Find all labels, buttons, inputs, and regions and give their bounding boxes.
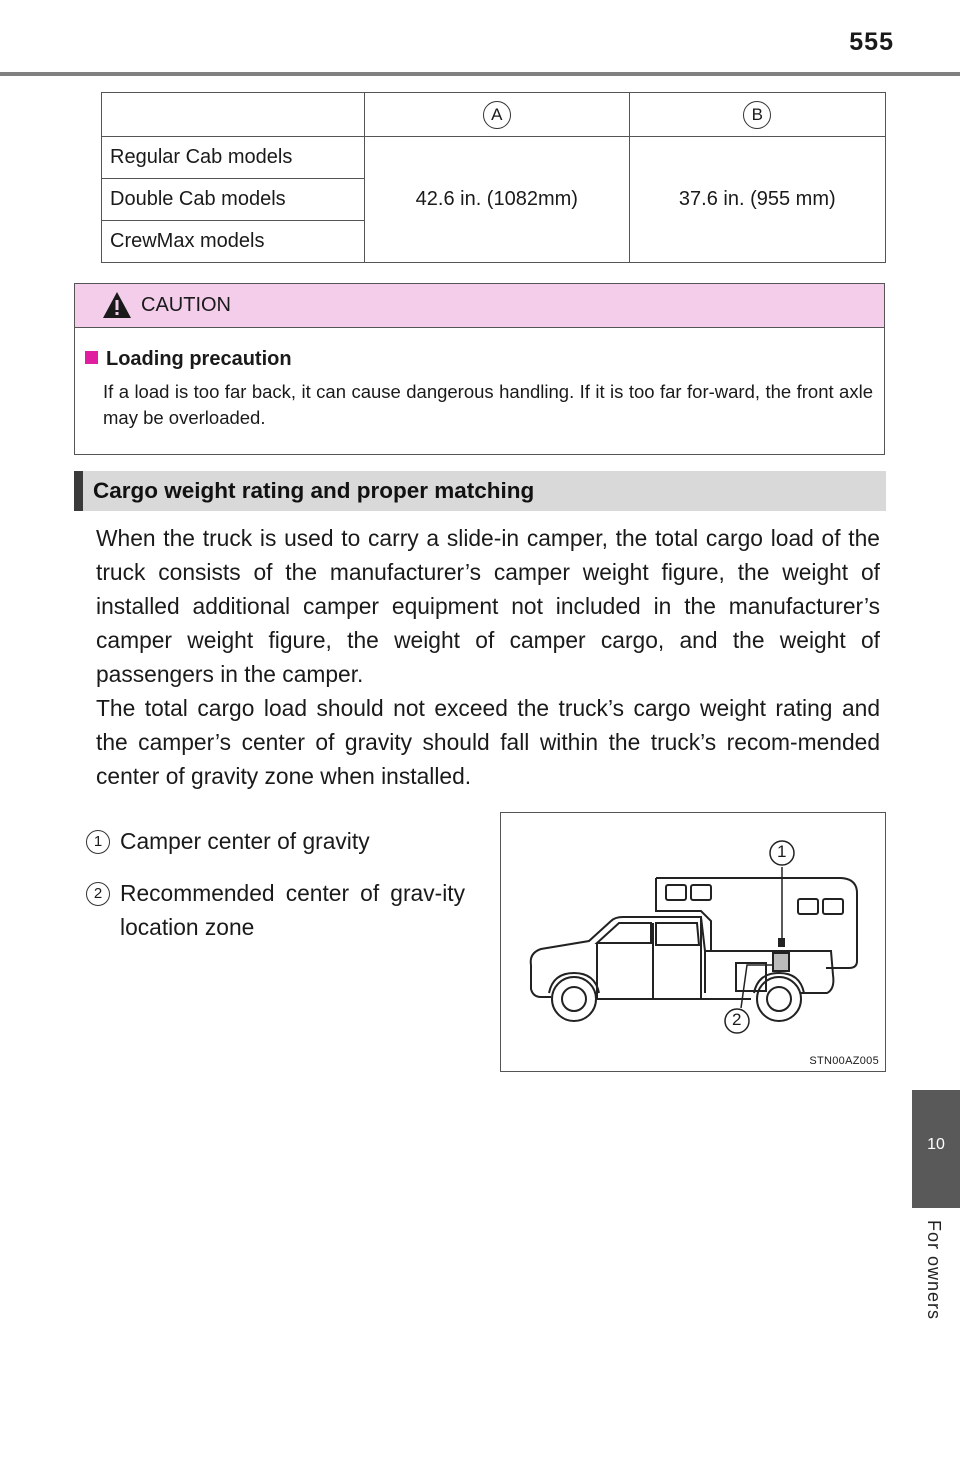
value-b-cell: 37.6 in. (955 mm) (629, 137, 885, 263)
table-header-a (365, 93, 630, 137)
caution-header (75, 284, 884, 328)
callout-1-label: 1 (777, 842, 787, 861)
model-cell: Double Cab models (102, 179, 365, 221)
callout-2-label: 2 (732, 1010, 742, 1029)
warning-triangle-icon (102, 291, 132, 319)
legend-item (86, 876, 466, 944)
table-header-blank (102, 93, 365, 137)
model-cell: CrewMax models (102, 221, 365, 263)
table-header-b (629, 93, 885, 137)
callout-number-icon: 2 (86, 882, 110, 906)
body-paragraph: The total cargo load should not exceed the truck’s cargo weight rating and the camper’s center of gravity should fall within the truck’s recom-mended center of gravity zone when installed. (96, 695, 880, 789)
dimension-table (101, 92, 886, 263)
chapter-label (911, 1220, 959, 1340)
page-number: 555 (849, 28, 894, 56)
column-a-label: A (483, 101, 511, 129)
model-cell: Regular Cab models (102, 137, 365, 179)
section-heading (74, 471, 886, 511)
legend-text: Camper center of gravity (120, 828, 370, 854)
table-row (102, 137, 886, 179)
caution-subheading-text: Loading precaution (106, 348, 292, 370)
caution-label: CAUTION (141, 294, 231, 316)
figure-code: STN00AZ005 (809, 1055, 879, 1067)
chapter-number: 10 (927, 1136, 945, 1153)
caution-box (74, 283, 885, 455)
body-paragraph: When the truck is used to carry a slide-in camper, the total cargo load of the truck consists of the manufacturer’s camper weight figure, the weight of installed additional camper equipment not included in the manufacturer’s camper weight figure, the weight of camper cargo, and the weight of passengers in the camper. (96, 525, 880, 687)
caution-subheading (85, 348, 292, 371)
table-header-row (102, 93, 886, 137)
callout-number-icon: 1 (86, 830, 110, 854)
header-rule (0, 72, 960, 76)
caution-text: If a load is too far back, it can cause dangerous handling. If it is too far for-ward, the front axle may be overloaded. (103, 381, 873, 428)
value-a-cell: 42.6 in. (1082mm) (365, 137, 630, 263)
square-bullet-icon (85, 351, 98, 364)
section-title: Cargo weight rating and proper matching (93, 478, 535, 503)
chapter-tab (912, 1090, 960, 1208)
camper-truck-figure (500, 812, 886, 1072)
legend-item (86, 824, 466, 858)
truck-camper-illustration (501, 813, 885, 1071)
column-b-label: B (743, 101, 771, 129)
chapter-label-text: For owners (924, 1220, 944, 1321)
legend-text: Recommended center of grav-ity location zone (120, 880, 465, 940)
